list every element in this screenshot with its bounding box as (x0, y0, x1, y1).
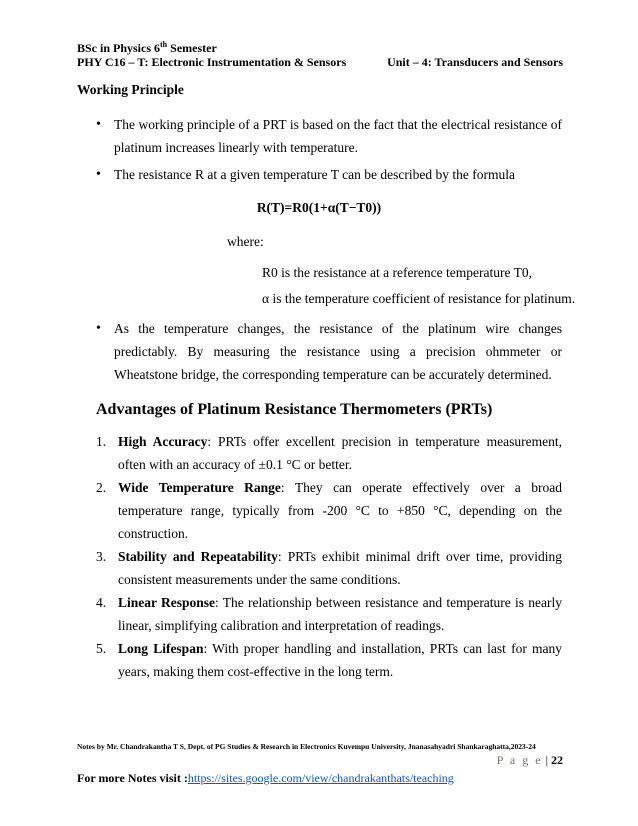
item-text: : PRTs offer excellent precision in temperature measurement, often with an accuracy of ±0.1 °C or better. (118, 434, 562, 472)
advantages-list (96, 430, 562, 683)
item-text: : PRTs exhibit minimal drift over time, providing consistent measurements under the same conditions. (118, 549, 562, 587)
page-separator: | (542, 753, 551, 767)
item-number: 2. (96, 480, 107, 495)
bullet-item: • The working principle of a PRT is based on the fact that the electrical resistance of platinum increases linearly with temperature. (96, 113, 562, 159)
page-number (497, 753, 563, 768)
unit-title: Unit – 4: Transducers and Sensors (387, 55, 563, 69)
item-number: 1. (96, 434, 107, 449)
list-item (96, 591, 562, 637)
definition-alpha: α is the temperature coefficient of resistance for platinum. (262, 291, 576, 306)
course-header (77, 40, 217, 56)
working-bullets-continued (96, 317, 562, 386)
item-term: Wide Temperature Range (118, 480, 281, 495)
definition-r0: R0 is the resistance at a reference temperature T0, (262, 265, 532, 280)
paper-header (77, 55, 563, 70)
item-text: : With proper handling and installation, PRTs can last for many years, making them cost-effective in the long term. (118, 641, 562, 679)
item-number: 4. (96, 595, 107, 610)
item-term: High Accuracy (118, 434, 208, 449)
advantages-heading: Advantages of Platinum Resistance Thermometers (PRTs) (96, 401, 493, 418)
course-superscript: th (160, 40, 168, 49)
list-item (96, 637, 562, 683)
item-text: : They can operate effectively over a broad temperature range, typically from -200 °C to +850 °C, depending on the construction. (118, 480, 562, 541)
notes-link[interactable]: https://sites.google.com/view/chandrakanthats/teaching (187, 771, 454, 785)
bullet-item: • The resistance R at a given temperature T can be described by the formula (96, 163, 562, 186)
more-notes (77, 771, 454, 786)
page-word: P a g e (496, 753, 543, 767)
bullet-item: • As the temperature changes, the resistance of the platinum wire changes predictably. By measuring the resistance using a precision ohmmeter or Wheatstone bridge, the corresponding temperature can be accurately determined. (96, 317, 562, 386)
course-prefix: BSc in Physics 6 (77, 41, 161, 55)
course-suffix: Semester (167, 41, 217, 55)
item-text: : The relationship between resistance and temperature is nearly linear, simplifying calibration and interpretation of readings. (118, 595, 562, 633)
working-bullets (96, 113, 562, 186)
where-label: where: (227, 234, 264, 249)
item-number: 5. (96, 641, 107, 656)
item-term: Long Lifespan (118, 641, 204, 656)
more-notes-label: For more Notes visit : (77, 771, 188, 785)
list-item (96, 545, 562, 591)
footer-notes: Notes by Mr. Chandrakantha T S, Dept. of PG Studies & Research in Electronics Kuvempu University, Jnanasahyadri Shankaraghatta,2023-24 (77, 742, 536, 751)
paper-title: PHY C16 – T: Electronic Instrumentation & Sensors (77, 55, 347, 69)
item-number: 3. (96, 549, 107, 564)
working-principle-heading: Working Principle (77, 82, 184, 97)
list-item (96, 476, 562, 545)
page-number-value: 22 (551, 753, 563, 767)
item-term: Linear Response (118, 595, 215, 610)
item-term: Stability and Repeatability (118, 549, 278, 564)
list-item (96, 430, 562, 476)
resistance-formula: R(T)=R0(1+α(T−T0)) (256, 200, 382, 215)
